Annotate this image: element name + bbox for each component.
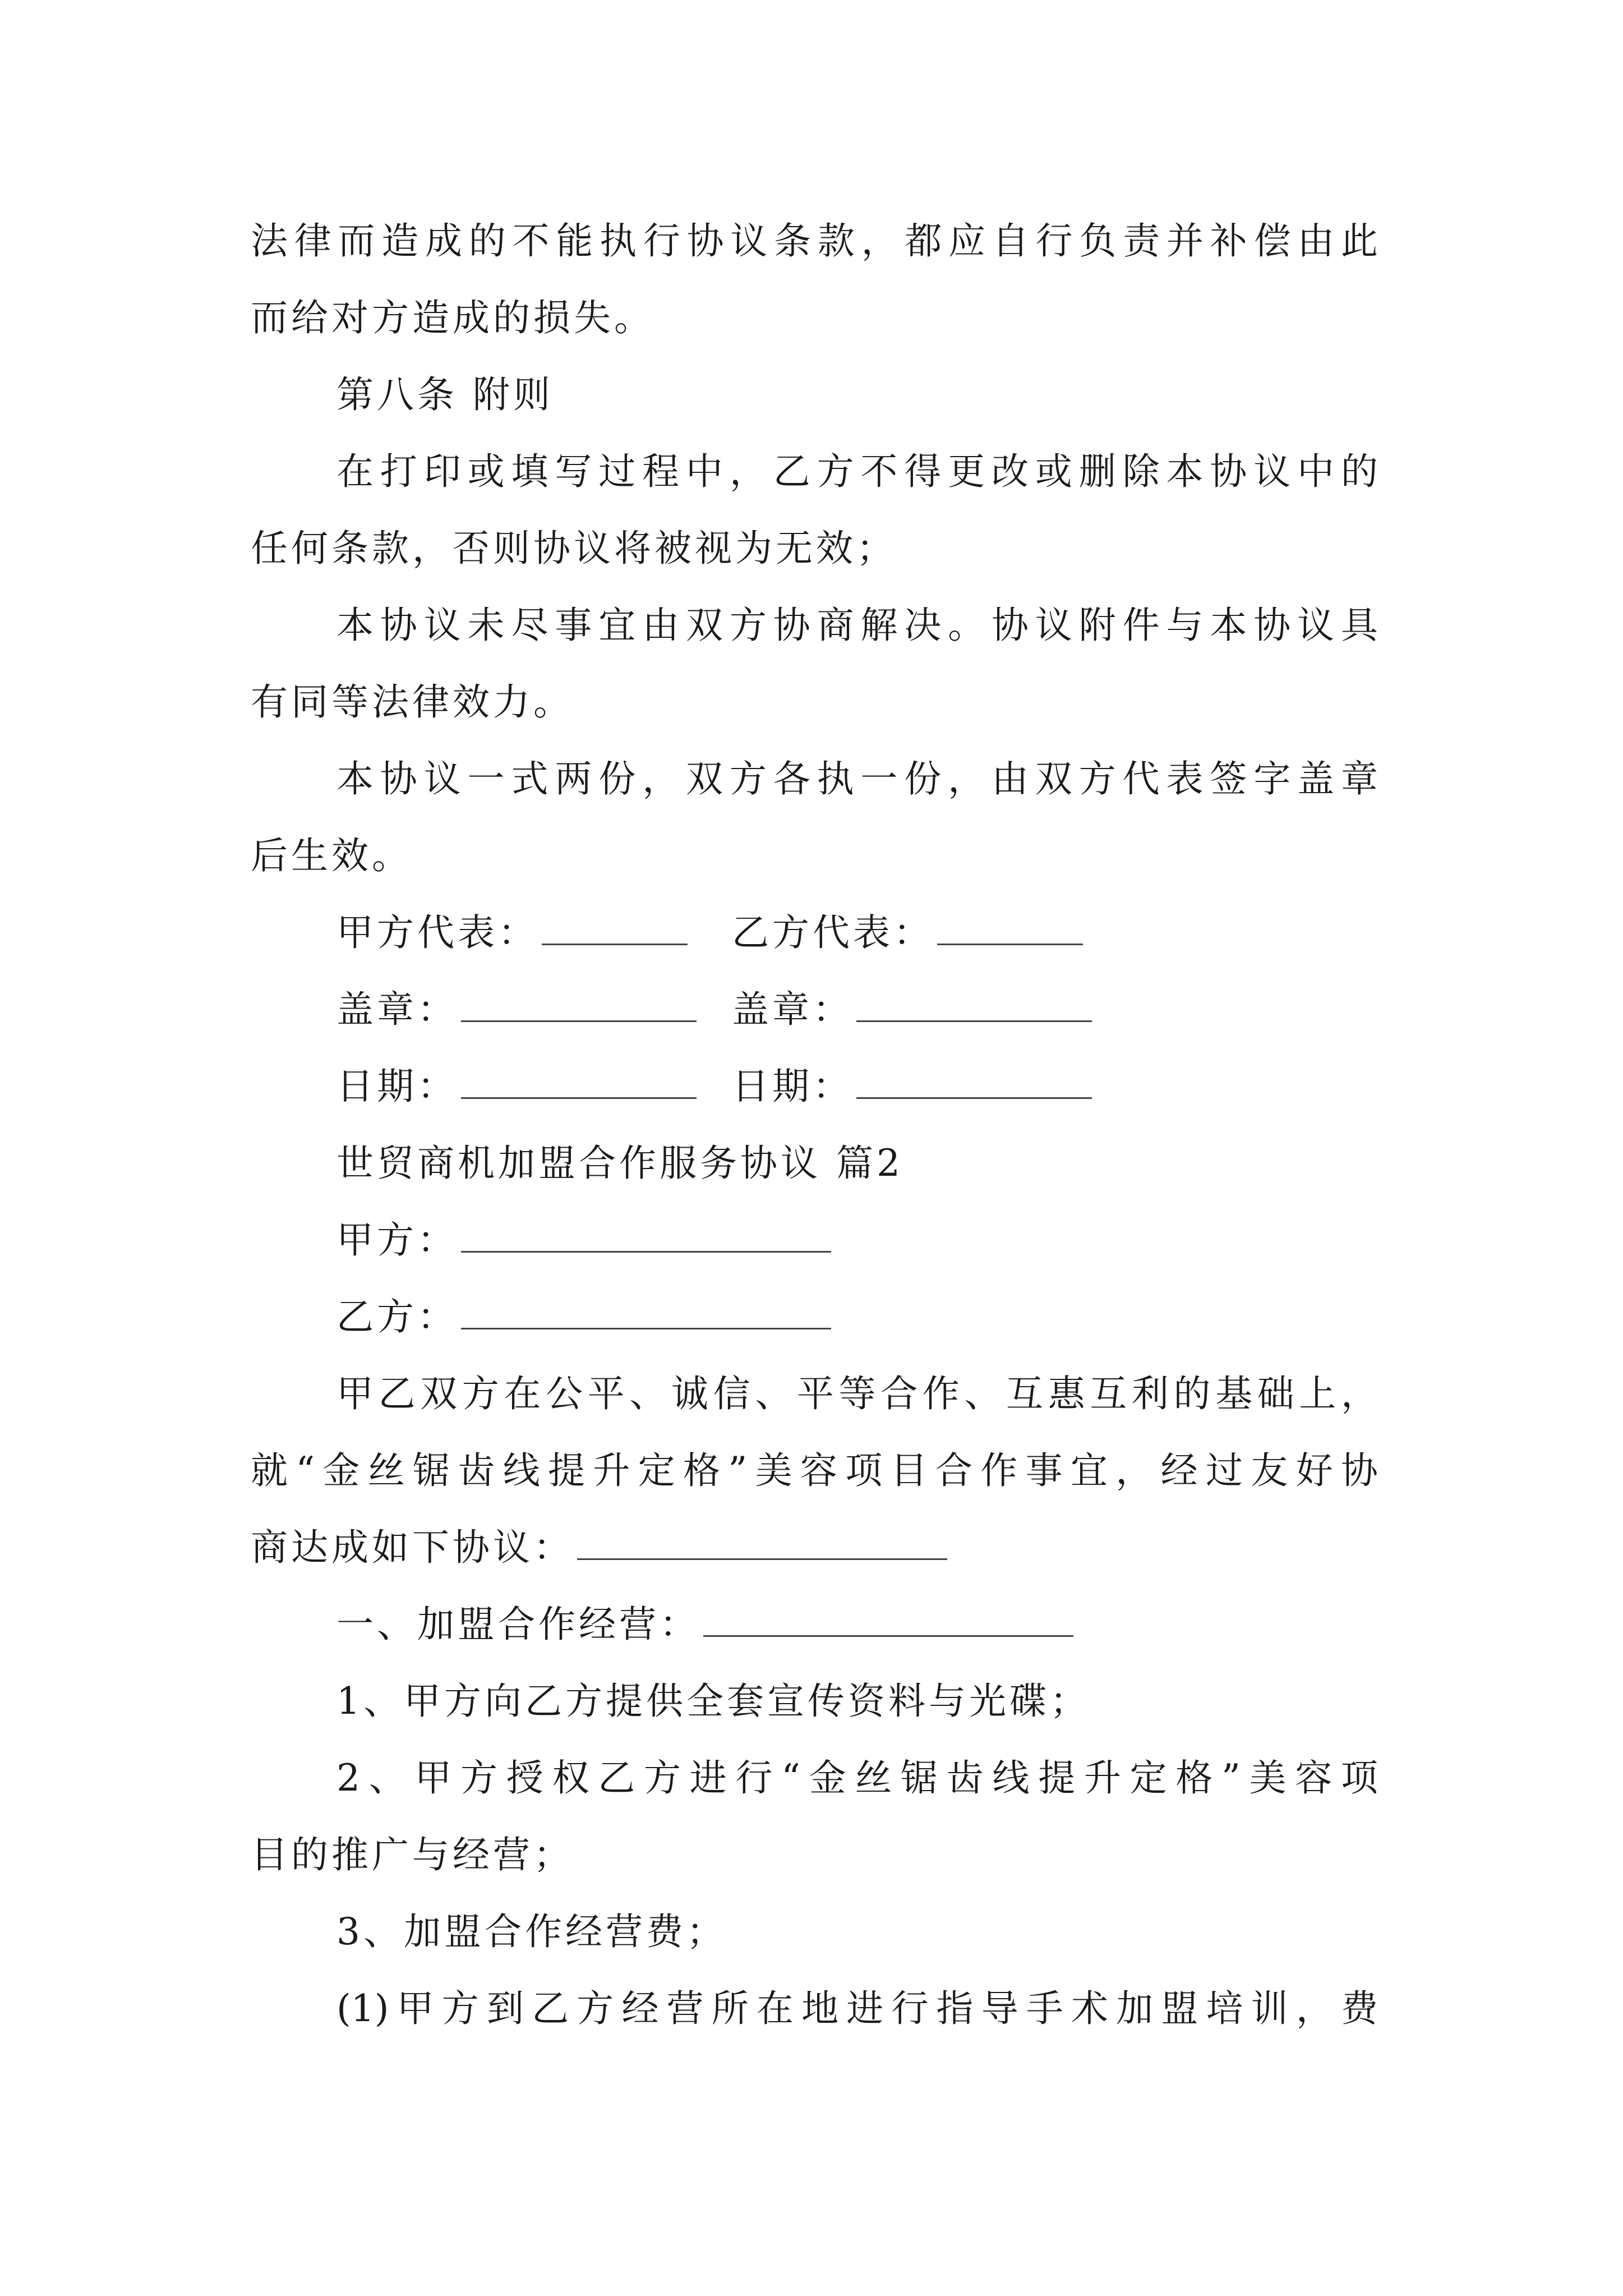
party-a-rep-label: 甲方代表： — [336, 911, 538, 954]
party-b-rep-blank — [937, 911, 1083, 945]
seal-b-blank — [856, 988, 1092, 1022]
signature-row — [732, 1064, 1092, 1109]
party-b-row — [336, 1295, 831, 1340]
body-line: 有同等法律效力。 — [251, 680, 574, 724]
heading-text: 一、加盟合作经营： — [336, 1603, 700, 1646]
list-item: (1)甲方到乙方经营所在地进行指导手术加盟培训，费 — [336, 1987, 1378, 2030]
body-line: 在打印或填写过程中，乙方不得更改或删除本协议中的 — [336, 450, 1378, 493]
seal-a-label: 盖章： — [336, 988, 458, 1031]
section-title: 世贸商机加盟合作服务协议 篇2 — [336, 1142, 903, 1185]
heading-blank — [703, 1603, 1073, 1637]
list-item: 2、甲方授权乙方进行“金丝锯齿线提升定格”美容项 — [336, 1756, 1378, 1800]
seal-a-blank — [461, 988, 697, 1022]
date-b-blank — [856, 1065, 1092, 1099]
signature-row — [336, 1064, 697, 1109]
list-item: 3、加盟合作经营费； — [336, 1910, 727, 1953]
body-line: 任何条款，否则协议将被视为无效； — [251, 527, 897, 570]
signature-row — [336, 987, 697, 1032]
body-line: 本协议一式两份，双方各执一份，由双方代表签字盖章 — [336, 757, 1378, 800]
party-b-blank — [461, 1295, 831, 1329]
body-line: 而给对方造成的损失。 — [251, 296, 654, 339]
body-line: 本协议未尽事宜由双方协商解决。协议附件与本协议具 — [336, 604, 1378, 647]
seal-b-label: 盖章： — [732, 988, 853, 1031]
body-line: 就“金丝锯齿线提升定格”美容项目合作事宜，经过友好协 — [251, 1449, 1378, 1492]
body-line-with-blank — [251, 1525, 947, 1570]
intro-blank — [577, 1526, 947, 1560]
date-a-label: 日期： — [336, 1065, 458, 1108]
party-a-row — [336, 1218, 831, 1263]
party-a-blank — [461, 1218, 831, 1253]
date-b-label: 日期： — [732, 1065, 853, 1108]
signature-row — [336, 910, 688, 955]
party-a-rep-blank — [542, 911, 688, 945]
signature-row — [732, 910, 1083, 955]
heading-with-blank — [336, 1602, 1073, 1647]
signature-row — [732, 987, 1092, 1032]
list-item: 1、甲方向乙方提供全套宣传资料与光碟； — [336, 1680, 1090, 1723]
party-b-rep-label: 乙方代表： — [732, 911, 934, 954]
body-line: 法律而造成的不能执行协议条款，都应自行负责并补偿由此 — [251, 219, 1378, 263]
date-a-blank — [461, 1065, 697, 1099]
party-b-label: 乙方： — [336, 1295, 458, 1338]
body-line: 后生效。 — [251, 834, 412, 877]
party-a-label: 甲方： — [336, 1218, 458, 1262]
article-heading: 第八条 附则 — [336, 373, 554, 416]
body-line: 甲乙双方在公平、诚信、平等合作、互惠互利的基础上， — [336, 1372, 1378, 1415]
intro-text: 商达成如下协议： — [251, 1526, 574, 1569]
list-item-continued: 目的推广与经营； — [251, 1833, 574, 1876]
